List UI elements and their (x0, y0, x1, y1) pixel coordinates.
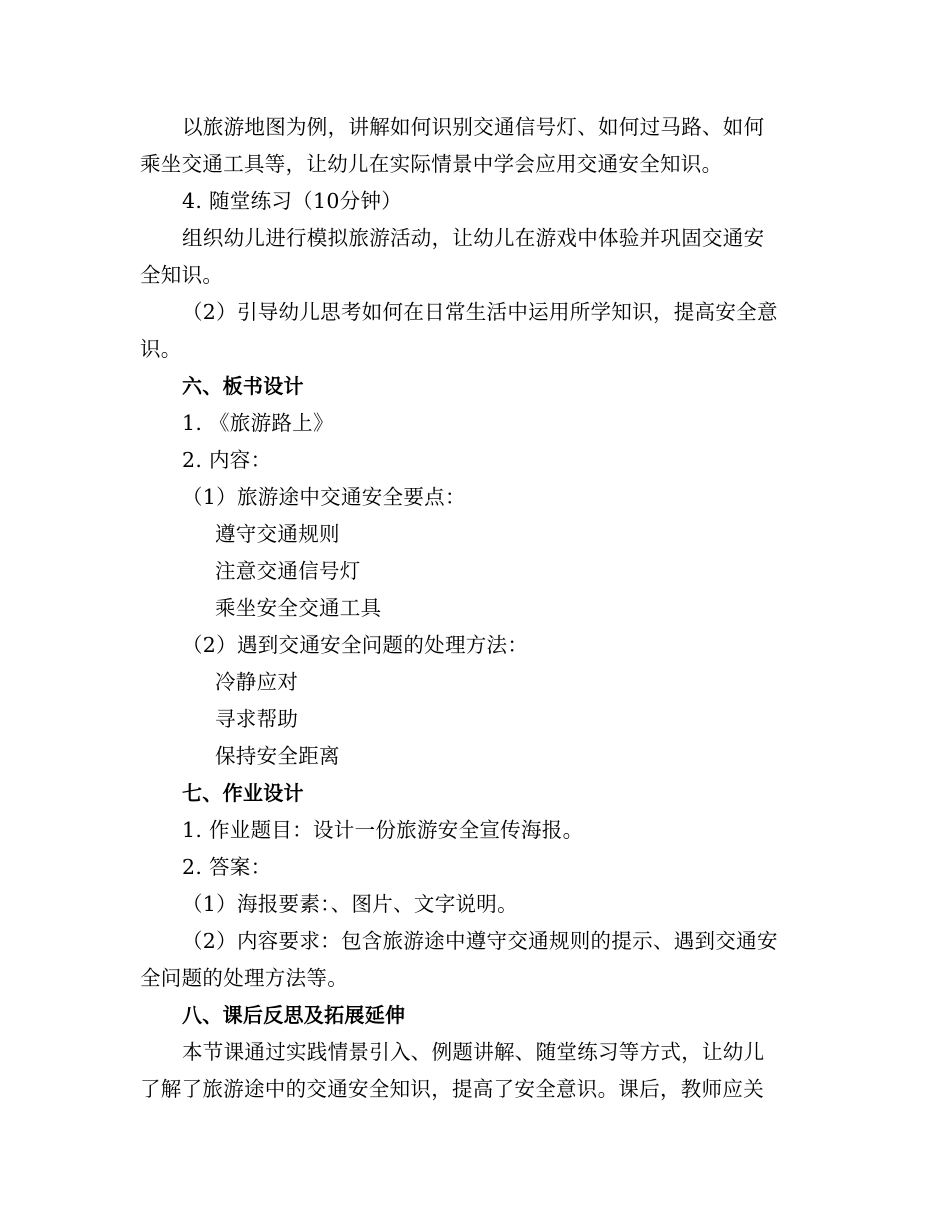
paragraph-line: 全问题的处理方法等。 (140, 966, 348, 990)
paragraph-line: （2）引导幼儿思考如何在日常生活中运用所学知识，提高安全意 (182, 300, 778, 324)
section-heading: 六、板书设计 (182, 374, 304, 398)
paragraph-line: 本节课通过实践情景引入、例题讲解、随堂练习等方式，让幼儿 (182, 1040, 765, 1064)
list-item: （1）旅游途中交通安全要点： (182, 485, 466, 509)
list-item: 1. 作业题目：设计一份旅游安全宣传海报。 (182, 818, 584, 842)
section-heading: 七、作业设计 (182, 781, 304, 805)
list-item: 1. 《旅游路上》 (182, 411, 334, 435)
list-item: 保持安全距离 (215, 744, 340, 768)
paragraph-line: 全知识。 (140, 263, 224, 287)
list-item: 注意交通信号灯 (215, 559, 361, 583)
list-item: 冷静应对 (215, 670, 299, 694)
section-heading: 八、课后反思及拓展延伸 (182, 1003, 406, 1027)
list-item: （1）海报要素：、图片、文字说明。 (182, 892, 518, 916)
list-item: 寻求帮助 (215, 707, 299, 731)
paragraph-line: 了解了旅游途中的交通安全知识，提高了安全意识。课后，教师应关 (140, 1077, 764, 1101)
paragraph-line: 以旅游地图为例，讲解如何识别交通信号灯、如何过马路、如何 (182, 115, 765, 139)
list-item: （2）遇到交通安全问题的处理方法： (182, 633, 529, 657)
list-item: 2. 答案： (182, 855, 272, 879)
list-item: 4. 随堂练习（10分钟） (182, 189, 403, 213)
paragraph-line: 识。 (140, 337, 182, 361)
paragraph-line: 乘坐交通工具等，让幼儿在实际情景中学会应用交通安全知识。 (140, 152, 723, 176)
paragraph-line: （2）内容要求：包含旅游途中遵守交通规则的提示、遇到交通安 (182, 929, 778, 953)
paragraph-line: 组织幼儿进行模拟旅游活动，让幼儿在游戏中体验并巩固交通安 (182, 226, 765, 250)
list-item: 乘坐安全交通工具 (215, 596, 382, 620)
list-item: 2. 内容： (182, 448, 272, 472)
list-item: 遵守交通规则 (215, 522, 340, 546)
